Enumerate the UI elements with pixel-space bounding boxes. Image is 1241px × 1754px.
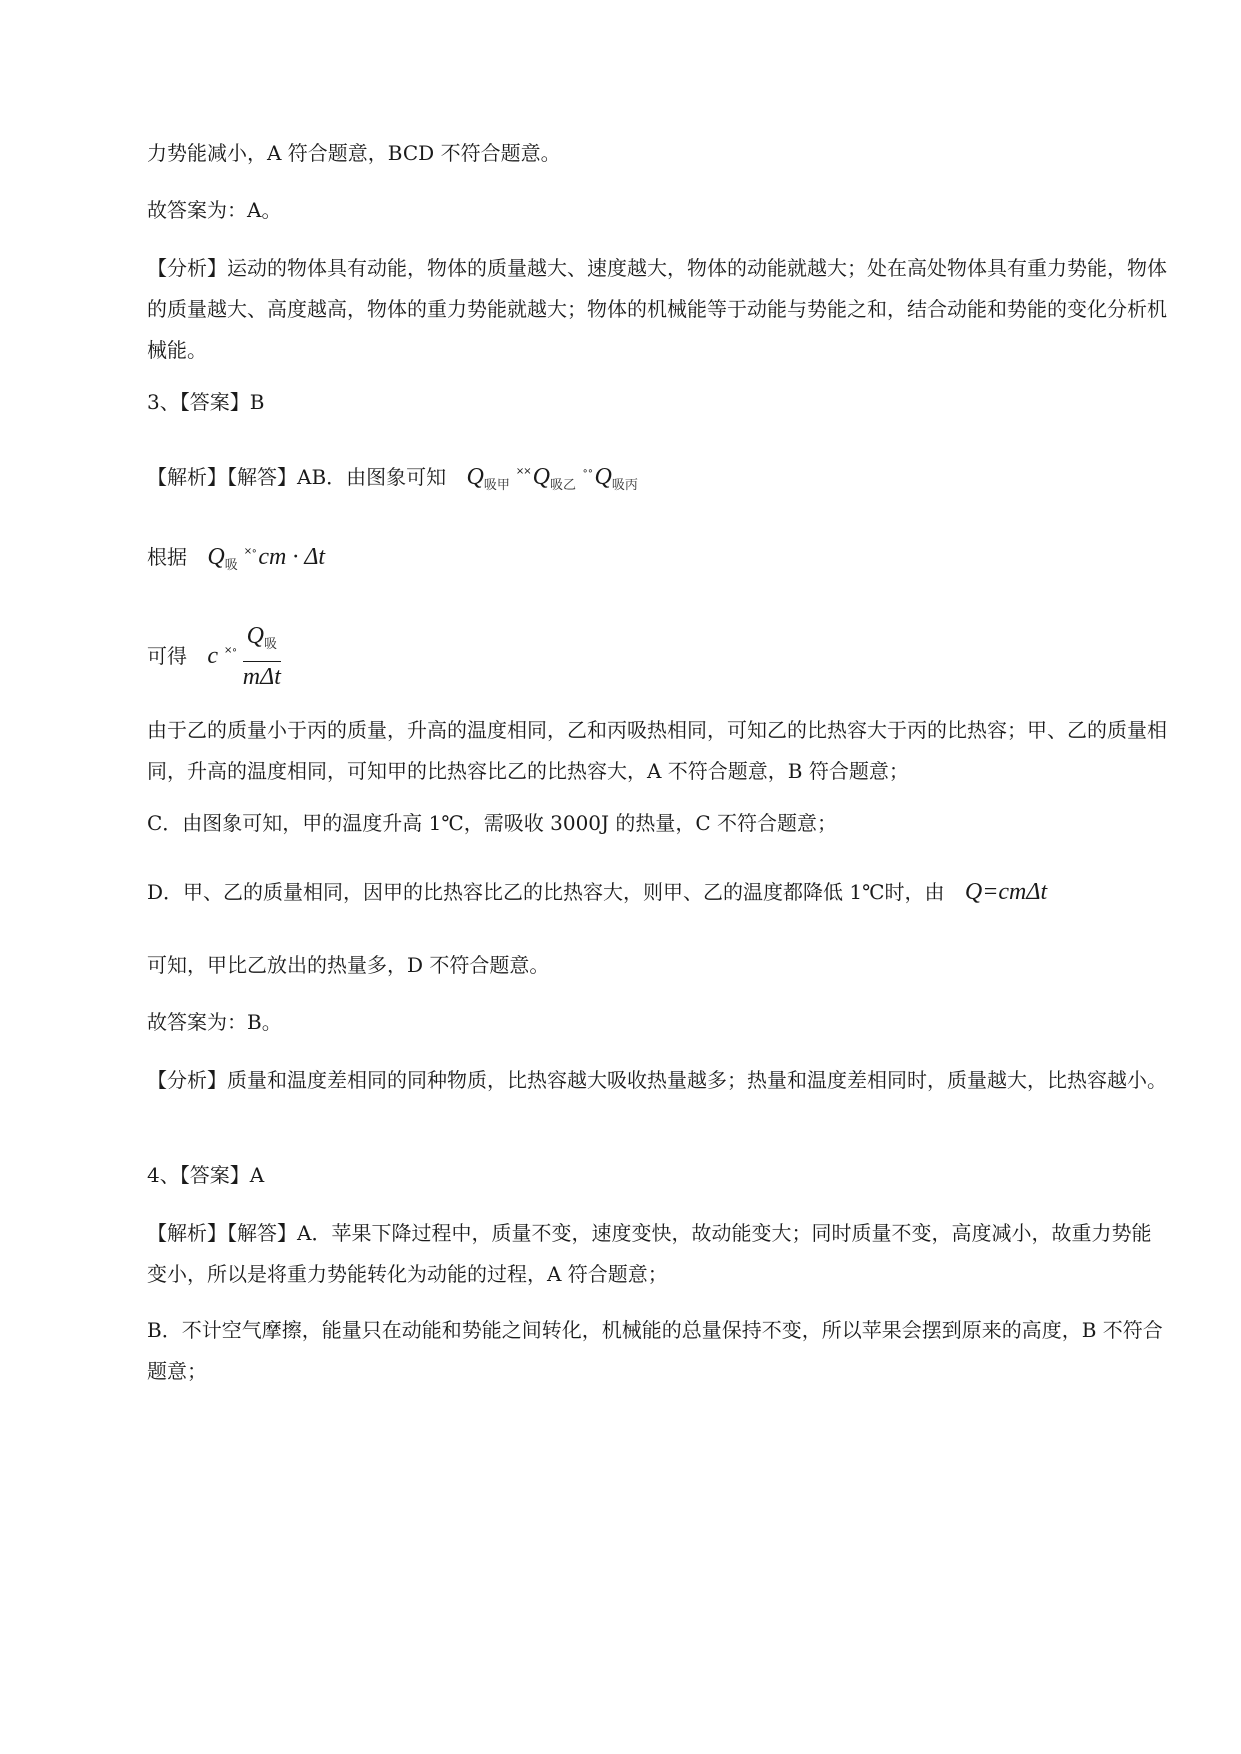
formula-prefix-genju: 根据 [147, 545, 187, 569]
paragraph-analysis-2: 【分析】运动的物体具有动能，物体的质量越大、速度越大，物体的动能就越大；处在高处物体具有重力势能，物体的质量越大、高度越高，物体的重力势能就越大；物体的机械能等于动能与势能之和，结合动能和势能的变化分析机械能。 [147, 256, 1167, 362]
question-4-solution-a: 【解析】【解答】A．苹果下降过程中，质量不变，速度变快，故动能变大；同时质量不变，高度减小，故重力势能变小，所以是将重力势能转化为动能的过程，A 符合题意； [147, 1221, 1152, 1286]
fraction-numerator: $Q_吸$ [243, 622, 281, 662]
formula-specific-heat: c ×∘ $\frac{Q_吸}{\text{mΔt}}$ [207, 623, 281, 691]
relation-symbol: ×∘ [243, 546, 257, 557]
fraction [243, 622, 281, 692]
paragraph-line-1: 力势能减小，A 符合题意，BCD 不符合题意。 [147, 141, 561, 165]
relation-symbol: ×∘ [224, 645, 237, 656]
option-c-analysis: C．由图象可知，甲的温度升高 1℃，需吸收 3000J 的热量，C 不符合题意； [147, 811, 838, 835]
paragraph-analysis-3: 【分析】质量和温度差相同的同种物质，比热容越大吸收热量越多；热量和温度差相同时，质量越大，比热容越小。 [147, 1068, 1167, 1092]
question-3-solution-ab [147, 451, 1167, 506]
question-4-option-b: B．不计空气摩擦，能量只在动能和势能之间转化，机械能的总量保持不变，所以苹果会摆到原来的高度，B 不符合题意； [147, 1318, 1163, 1383]
option-d-conclusion: 可知，甲比乙放出的热量多，D 不符合题意。 [147, 953, 550, 977]
question-3-answer: 3、【答案】B [147, 390, 265, 414]
relation-symbol: ∘∘ [581, 466, 593, 477]
solution-ab-text: 【解析】【解答】AB．由图象可知 [147, 465, 447, 489]
option-d-analysis [147, 872, 1167, 913]
formula-heat-equation: $Q_吸^{\times\circ}cm \cdot \Delta t$ [207, 544, 326, 573]
formula-line-specific-heat [147, 622, 1167, 692]
formula-q-cm-dt: Q=cmΔt [964, 879, 1048, 905]
relation-symbol: ×× [515, 466, 531, 477]
option-d-text: D．甲、乙的质量相同，因甲的比热容比乙的比热容大，则甲、乙的温度都降低 1℃时，由 [147, 880, 945, 904]
question-4-answer: 4、【答案】A [147, 1163, 265, 1187]
fraction-denominator: mΔt [242, 664, 281, 691]
paragraph-answer-a: 故答案为：A。 [147, 198, 282, 222]
formula-prefix-kede: 可得 [147, 644, 187, 668]
formula-q-comparison: $Q_{吸甲}^{\times\times}Q_{吸乙}^{\circ\circ}Q_{吸丙}$ [466, 464, 638, 493]
formula-line-heat [147, 531, 1167, 586]
paragraph-answer-b: 故答案为：B。 [147, 1010, 282, 1034]
paragraph-comparison: 由于乙的质量小于丙的质量，升高的温度相同，乙和丙吸热相同，可知乙的比热容大于丙的比热容；甲、乙的质量相同，升高的温度相同，可知甲的比热容比乙的比热容大，A 不符合题意，B 符合题意； [147, 718, 1167, 783]
